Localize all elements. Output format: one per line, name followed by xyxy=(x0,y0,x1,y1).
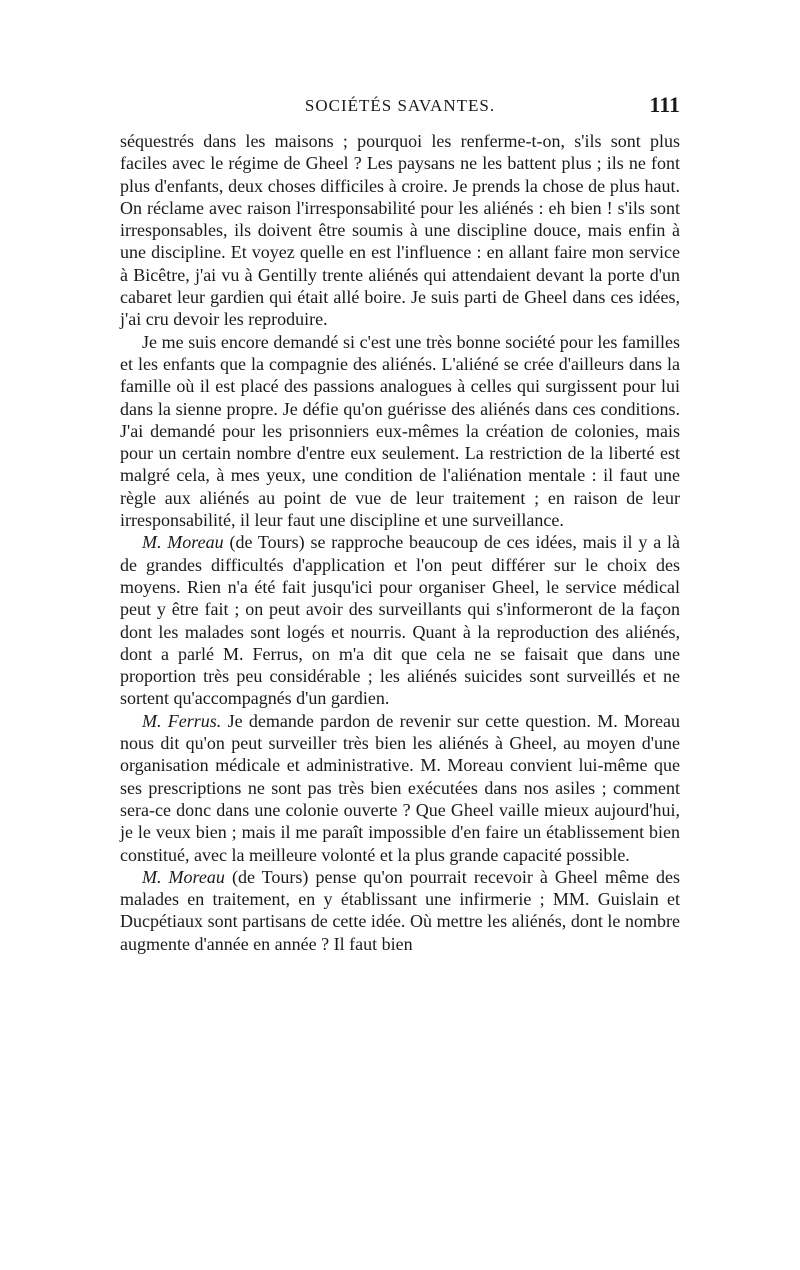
paragraph-text: Je demande pardon de revenir sur cette question. M. Moreau nous dit qu'on peut surveiller très bien les aliénés à Gheel, au moyen d'une organisation médicale et administrative. M. Moreau convient lui-même que ses prescriptions ne sont pas très bien exécutées dans nos asiles ; comment sera-ce donc dans une colonie ouverte ? Que Gheel vaille mieux aujourd'hui, je le veux bien ; mais il me paraît impossible d'en faire un établissement bien constitué, avec la meilleure volonté et la plus grande capacité possible. xyxy=(120,710,680,865)
paragraph-moreau-1 xyxy=(120,531,680,709)
speaker-name: M. Moreau xyxy=(142,532,224,553)
page-number: 111 xyxy=(649,92,680,117)
speaker-name: M. Moreau xyxy=(142,866,225,887)
speaker-name: M. Ferrus. xyxy=(142,710,222,731)
paragraph-text: (de Tours) pense qu'on pourrait recevoir à Gheel même des malades en traitement, en y établissant une infirmerie ; MM. Guislain et Ducpétiaux sont partisans de cette idée. Où mettre les aliénés, dont le nombre augmente d'année en année ? Il faut bien xyxy=(120,866,680,954)
page-header xyxy=(120,92,680,122)
paragraph xyxy=(120,331,680,532)
paragraph-ferrus xyxy=(120,710,680,866)
paragraph-text: Je me suis encore demandé si c'est une très bonne société pour les familles et les enfants que la compagnie des aliénés. L'aliéné se crée d'ailleurs dans la famille où il est placé des passions analogues à celles qui surgissent pour lui dans la sienne propre. Je défie qu'on guérisse des aliénés dans ces conditions. J'ai demandé pour les prisonniers eux-mêmes la création de colonies, mais pour un certain nombre d'entre eux seulement. La restriction de la liberté est malgré cela, à mes yeux, une condition de l'aliénation mentale : il faut une règle aux aliénés au point de vue de leur traitement ; en raison de leur irresponsabilité, il leur faut une discipline et une surveillance. xyxy=(120,331,680,531)
paragraph-moreau-2 xyxy=(120,866,680,955)
paragraph-text: séquestrés dans les maisons ; pourquoi les renferme-t-on, s'ils sont plus faciles avec le régime de Gheel ? Les paysans ne les battent plus ; ils ne font plus d'enfants, deux choses difficiles à croire. Je prends la chose de plus haut. On réclame avec raison l'irresponsabilité pour les aliénés : eh bien ! s'ils sont irresponsables, ils doivent être soumis à une discipline douce, mais enfin à une discipline. Et voyez quelle en est l'influence : en allant faire mon service à Bicêtre, j'ai vu à Gentilly trente aliénés qui attendaient devant la porte d'un cabaret leur gardien qui était allé boire. Je suis parti de Gheel dans ces idées, j'ai cru devoir les reproduire. xyxy=(120,131,680,330)
running-title: SOCIÉTÉS SAVANTES. xyxy=(304,96,496,115)
body-text xyxy=(120,130,680,955)
paragraph-text: (de Tours) se rapproche beaucoup de ces idées, mais il y a là de grandes difficultés d'application et l'on peut différer sur le choix des moyens. Rien n'a été fait jusqu'ici pour organiser Gheel, le service médical peut y être fait ; on peut avoir des surveillants qui s'informeront de la façon dont les malades sont logés et nourris. Quant à la reproduction des aliénés, dont a parlé M. Ferrus, on m'a dit que cela ne se faisait que dans une proportion très peu considérable ; les aliénés suicides sont surveillés et ne sortent qu'accompagnés d'un gardien. xyxy=(120,532,680,709)
paragraph-continuation xyxy=(120,130,680,331)
